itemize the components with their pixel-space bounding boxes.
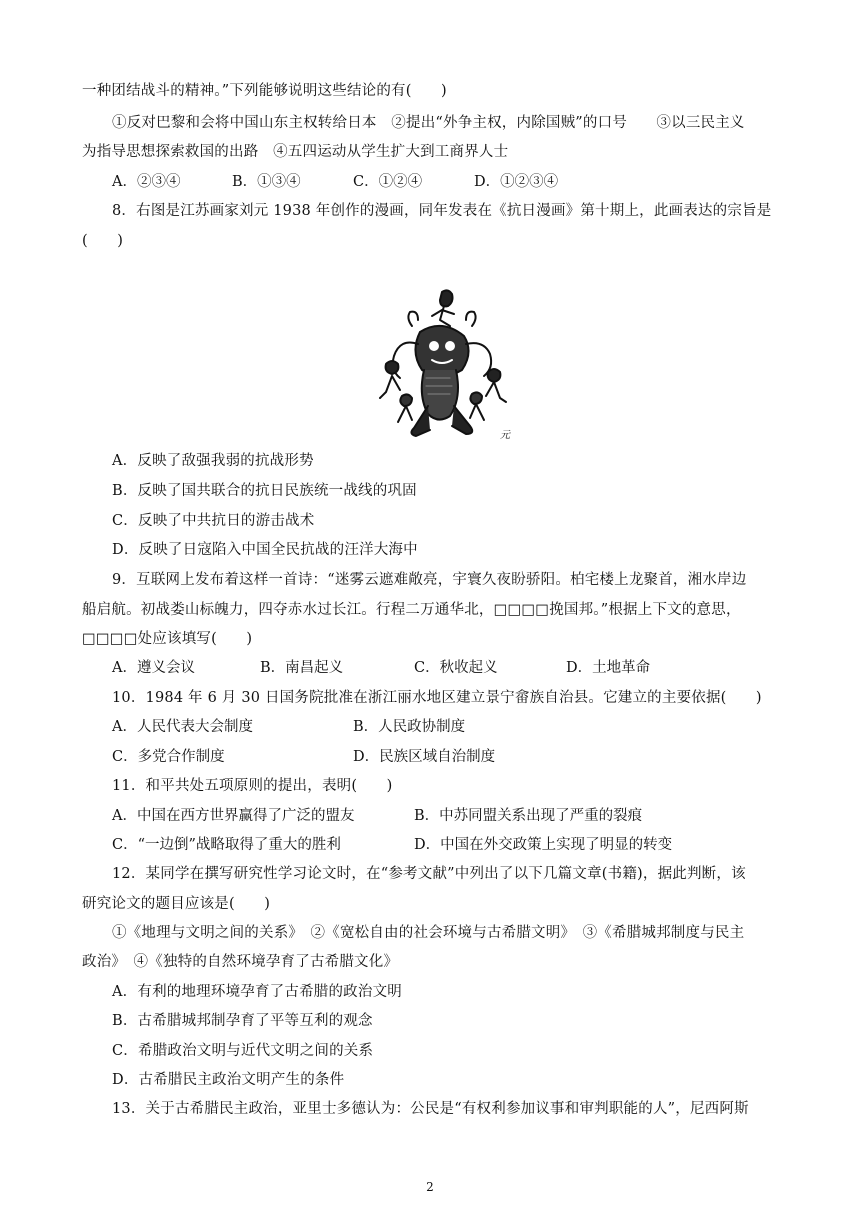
q11-stem: 11．和平共处五项原则的提出，表明( ) [112, 778, 393, 794]
page-number: 2 [426, 1180, 434, 1194]
q12-option-c: C．希腊政治文明与近代文明之间的关系 [112, 1043, 374, 1059]
q12-option-d: D．古希腊民主政治文明产生的条件 [112, 1072, 345, 1088]
q12-option-a: A．有利的地理环境孕育了古希腊的政治文明 [112, 984, 402, 1000]
q12-refs-line1: ①《地理与文明之间的关系》 ②《宽松自由的社会环境与古希腊文明》 ③《希腊城邦制度与民主 [112, 925, 745, 941]
q7-option-b: B．①③④ [232, 174, 301, 190]
cartoon-illustration [372, 286, 512, 444]
q12-stem-line2: 研究论文的题目应该是( ) [82, 896, 271, 912]
q7-option-c: C．①②④ [353, 174, 423, 190]
q10-option-b: B．人民政协制度 [353, 719, 466, 735]
q12-refs-line2: 政治》 ④《独特的自然环境孕育了古希腊文化》 [82, 954, 399, 970]
q11-option-d: D．中国在外交政策上实现了明显的转变 [414, 837, 673, 853]
q10-option-d: D．民族区域自治制度 [353, 749, 496, 765]
q8-option-b: B．反映了国共联合的抗日民族统一战线的巩固 [112, 483, 417, 499]
q7-items-line2: 为指导思想探索救国的出路 ④五四运动从学生扩大到工商界人士 [82, 144, 509, 160]
q12-option-b: B．古希腊城邦制孕育了平等互利的观念 [112, 1013, 373, 1029]
q9-option-a: A．遵义会议 [112, 660, 195, 676]
q9-option-c: C．秋收起义 [414, 660, 498, 676]
q10-stem: 10．1984 年 6 月 30 日国务院批准在浙江丽水地区建立景宁畲族自治县。它建立的主要依据( ) [112, 690, 762, 706]
q7-stem-tail: 一种团结战斗的精神。”下列能够说明这些结论的有( ) [82, 83, 447, 99]
q11-option-a: A．中国在西方世界赢得了广泛的盟友 [112, 808, 355, 824]
q9-stem-line2: 船启航。初战娄山标魄力，四夺赤水过长江。行程二万通华北，□□□□挽国邦。”根据上下文的意思， [82, 602, 741, 618]
q10-option-c: C．多党合作制度 [112, 749, 225, 765]
q8-option-a: A．反映了敌强我弱的抗战形势 [112, 453, 314, 469]
q7-items-line1: ①反对巴黎和会将中国山东主权转给日本 ②提出“外争主权，内除国贼”的口号 ③以三民主义 [112, 115, 745, 131]
q12-stem-line1: 12．某同学在撰写研究性学习论文时，在“参考文献”中列出了以下几篇文章(书籍)，据此判断，该 [112, 866, 746, 882]
q11-option-b: B．中苏同盟关系出现了严重的裂痕 [414, 808, 643, 824]
cartoon-signature: 元 [500, 430, 510, 441]
q7-option-d: D．①②③④ [474, 174, 559, 190]
q13-stem-line1: 13．关于古希腊民主政治，亚里士多德认为：公民是“有权利参加议事和审判职能的人”，尼西阿斯 [112, 1101, 749, 1117]
q9-stem-line1: 9．互联网上发布着这样一首诗：“迷雾云遮难敞亮，宇寰久夜盼骄阳。柏宅楼上龙聚首，湘水岸边 [112, 572, 747, 588]
q8-stem-line2: ( ) [82, 233, 124, 249]
q9-option-d: D．土地革命 [566, 660, 651, 676]
q11-option-c: C．“一边倒”战略取得了重大的胜利 [112, 837, 341, 853]
q8-option-c: C．反映了中共抗日的游击战术 [112, 513, 315, 529]
q9-stem-line3: □□□□处应该填写( ) [82, 631, 253, 647]
cartoon-drawing [372, 286, 512, 444]
q10-option-a: A．人民代表大会制度 [112, 719, 253, 735]
q7-option-a: A．②③④ [112, 174, 181, 190]
q8-option-d: D．反映了日寇陷入中国全民抗战的汪洋大海中 [112, 542, 418, 558]
q8-stem-line1: 8．右图是江苏画家刘元 1938 年创作的漫画，同年发表在《抗日漫画》第十期上，此画表达的宗旨是 [112, 203, 772, 219]
q9-option-b: B．南昌起义 [260, 660, 344, 676]
